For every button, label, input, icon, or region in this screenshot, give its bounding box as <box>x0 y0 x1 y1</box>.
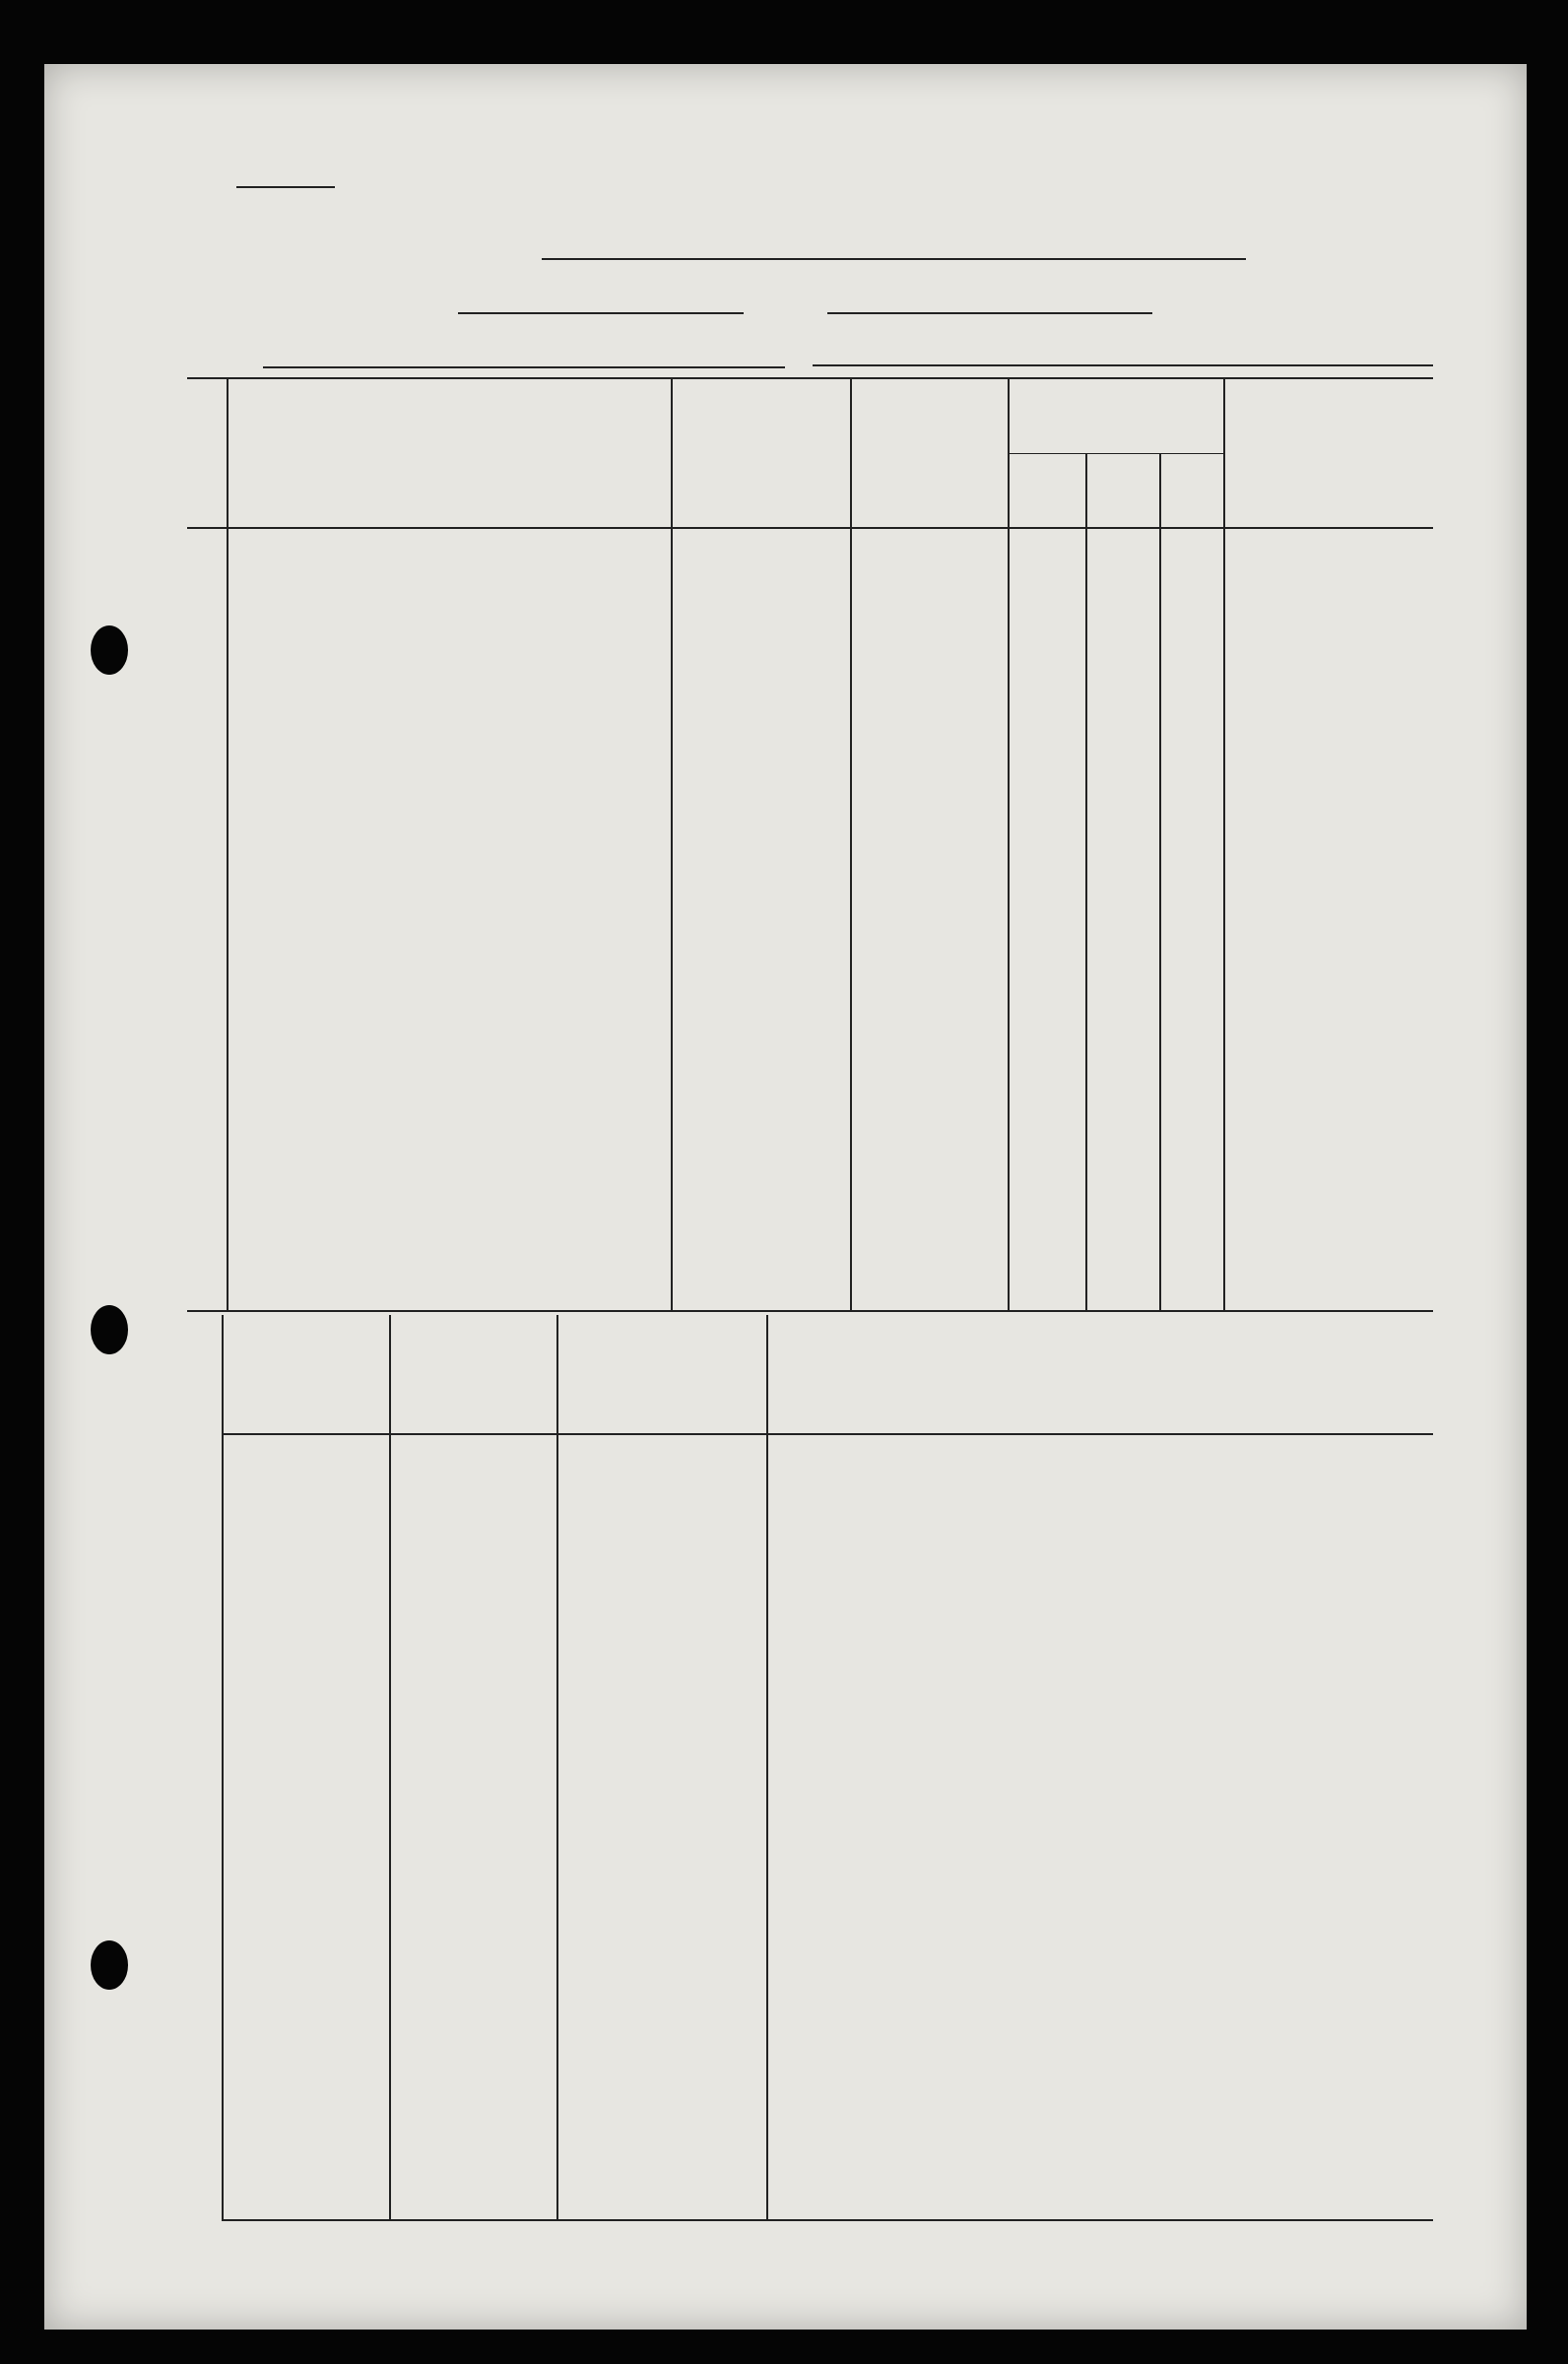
punch-hole-3 <box>91 1940 128 1990</box>
punch-hole-2 <box>91 1305 128 1354</box>
document-page <box>44 64 1527 2330</box>
punch-hole-1 <box>91 625 128 675</box>
